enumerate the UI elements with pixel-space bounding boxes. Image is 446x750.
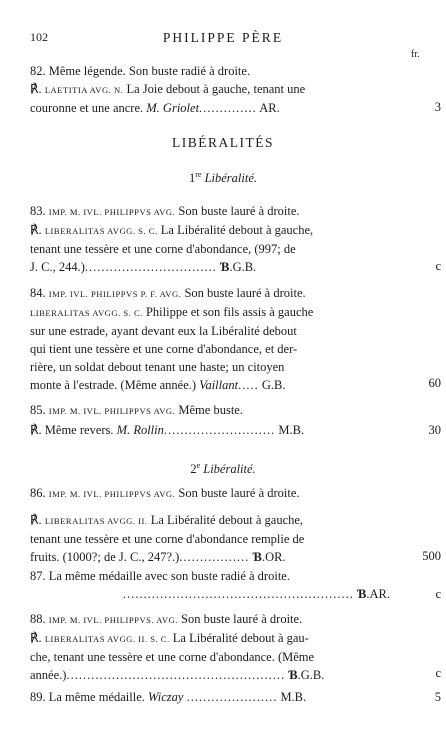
entry-line: qui tient une tessère et une corne d'abondance, et der- (30, 342, 298, 356)
price-column-label: fr. (411, 49, 420, 60)
entry-86-value: 500 (422, 549, 441, 563)
entry-83 (30, 202, 390, 221)
running-title: PHILIPPE PÈRE (162, 30, 284, 45)
section-title: LIBÉRALITÉS (172, 135, 274, 150)
entry-line: 82. Même légende. Son buste radié à droite. (30, 64, 251, 78)
entry-87 (30, 567, 390, 603)
entry-line: ℟. Même revers. M. Rollin........................... M.B. (30, 423, 305, 437)
entry-84-value: 60 (428, 376, 441, 390)
entry-line: ℟. LIBERALITAS AVGG. S. C. La Libéralité debout à gauche, (30, 223, 314, 237)
entry-88-value: c (435, 666, 441, 680)
entry-line: 89. La même médaille. Wiczay ...................... M.B. (30, 690, 307, 704)
entry-line: 86. IMP. M. IVL. PHILIPPVS AVG. Son buste lauré à droite. (30, 486, 300, 500)
entry-85 (30, 401, 390, 420)
entry-line: ℟. LAETITIA AVG. N. La Joie debout à gauche, tenant une (30, 82, 306, 96)
entry-86 (30, 484, 390, 503)
entry-82 (30, 62, 390, 80)
entry-line: 88. IMP. M. IVL. PHILIPPVS. AVG. Son buste lauré à droite. (30, 612, 303, 626)
entry-87-value: c (435, 587, 441, 601)
entry-line: 87. La même médaille avec son buste radié à droite. (30, 569, 290, 583)
entry-line: J. C., 244.)................................ Ɓ.G.B. (30, 260, 257, 274)
entry-line: che, tenant une tessère et une corne d'abondance. (Même (30, 650, 315, 664)
subsection-1-label: Libéralité. (204, 171, 258, 186)
entry-84 (30, 284, 390, 394)
entry-line: ℟. LIBERALITAS AVGG. II. S. C. La Libéralité debout à gau- (30, 631, 309, 645)
subsection-1-number: 1 (188, 171, 196, 186)
entry-line: ........................................................ Ɓ.AR. (122, 587, 390, 601)
entry-line: année.)..................................................... Ɓ.G.B. (30, 668, 325, 682)
subsection-2-label: Libéralité. (203, 462, 256, 477)
entry-line: couronne et une ancre. M. Griolet.............. AR. (30, 101, 280, 115)
entry-88 (30, 610, 390, 684)
subsection-2 (0, 461, 446, 477)
entry-line: tenant une tessère et une corne d'abondance, (997; de (30, 242, 296, 256)
entry-line: sur une estrade, ayant devant eux la Libéralité debout (30, 324, 297, 338)
entry-line: 84. IMP. IVL. PHILIPPVS P. F. AVG. Son buste lauré à droite. (30, 286, 306, 300)
subsection-1-ordinal: re (195, 170, 202, 179)
entry-line: 85. IMP. M. IVL. PHILIPPVS AVG. Même buste. (30, 403, 243, 417)
subsection-2-number: 2 (190, 462, 197, 477)
entry-line: LIBERALITAS AVGG. S. C. Philippe et son fils assis à gauche (30, 305, 314, 319)
page-number: 102 (30, 30, 48, 44)
entry-83-reverse (30, 221, 390, 276)
entry-85-value: 30 (428, 423, 441, 437)
entry-line: ℟. LIBERALITAS AVGG. II. La Libéralité debout à gauche, (30, 513, 304, 527)
entry-89 (30, 688, 390, 706)
entry-line: fruits. (1000?; de J. C., 247?.)................. Ɓ.OR. (30, 550, 286, 564)
entry-line: rière, un soldat debout tenant une haste; un citoyen (30, 360, 285, 374)
subsection-2-ordinal: e (196, 461, 201, 470)
entry-82-value: 3 (434, 100, 441, 114)
entry-line: 83. IMP. M. IVL. PHILIPPVS AVG. Son buste lauré à droite. (30, 204, 300, 218)
subsection-1 (0, 170, 446, 186)
entry-83-value: c (435, 259, 441, 273)
entry-85-reverse (30, 421, 390, 439)
entry-82-reverse (30, 80, 390, 117)
entry-line: monte à l'estrade. (Même année.) Vaillant..... G.B. (30, 378, 286, 392)
entry-89-value: 5 (434, 690, 441, 704)
entry-line: tenant une tessère et une corne d'abondance remplie de (30, 532, 305, 546)
entry-86-reverse (30, 511, 390, 566)
